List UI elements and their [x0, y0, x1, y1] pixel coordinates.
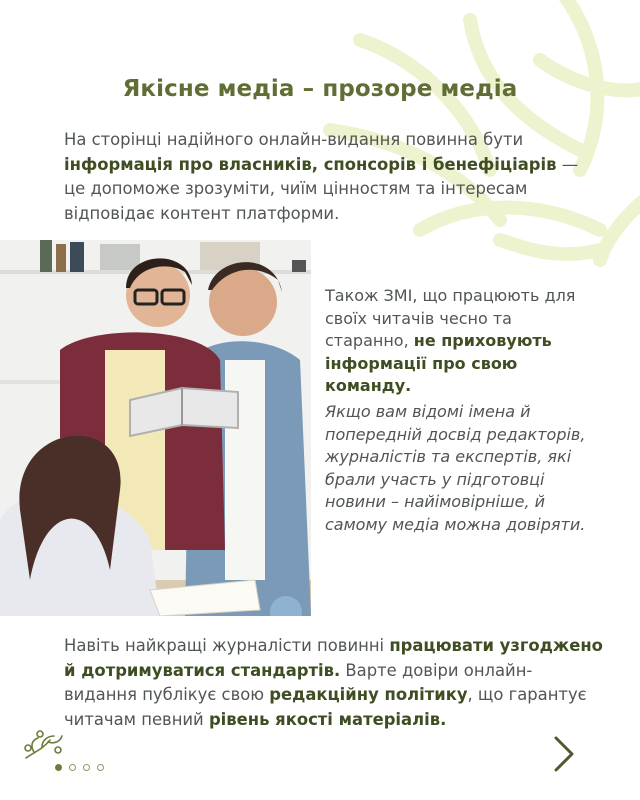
pagination-dot-4[interactable]: [97, 764, 104, 771]
pagination-dot-2[interactable]: [69, 764, 76, 771]
pagination-dot-3[interactable]: [83, 764, 90, 771]
intro-paragraph: На сторінці надійного онлайн-видання повинна бути інформація про власників, спонсорів і бенефіціарів — це допоможе зрозуміти, чиїм цінностям та інтересам відповідає контент платформи.: [64, 130, 579, 223]
students-reading-photo: [0, 240, 311, 616]
plant-logo-icon: [20, 728, 66, 764]
team-paragraph: Також ЗМІ, що працюють для своїх читачів чесно та старанно, не приховують інформації про свою команду.: [325, 286, 576, 396]
italic-note: Якщо вам відомі імена й попередній досвід редакторів, журналістів та експертів, які брали участь у підготовці новини – найімовірніше, й самому медіа можна довіряти.: [325, 402, 586, 534]
chevron-right-icon[interactable]: [548, 734, 578, 774]
page-title: Якісне медіа – прозоре медіа: [122, 76, 518, 102]
pagination-dot-1[interactable]: [55, 764, 62, 771]
closing-paragraph: Навіть найкращі журналісти повинні працювати узгоджено й дотримуватися стандартів. Варте довіри онлайн-видання публікує свою редакційну політику, що гарантує читачам певний рівень якості матеріалів.: [64, 636, 603, 729]
